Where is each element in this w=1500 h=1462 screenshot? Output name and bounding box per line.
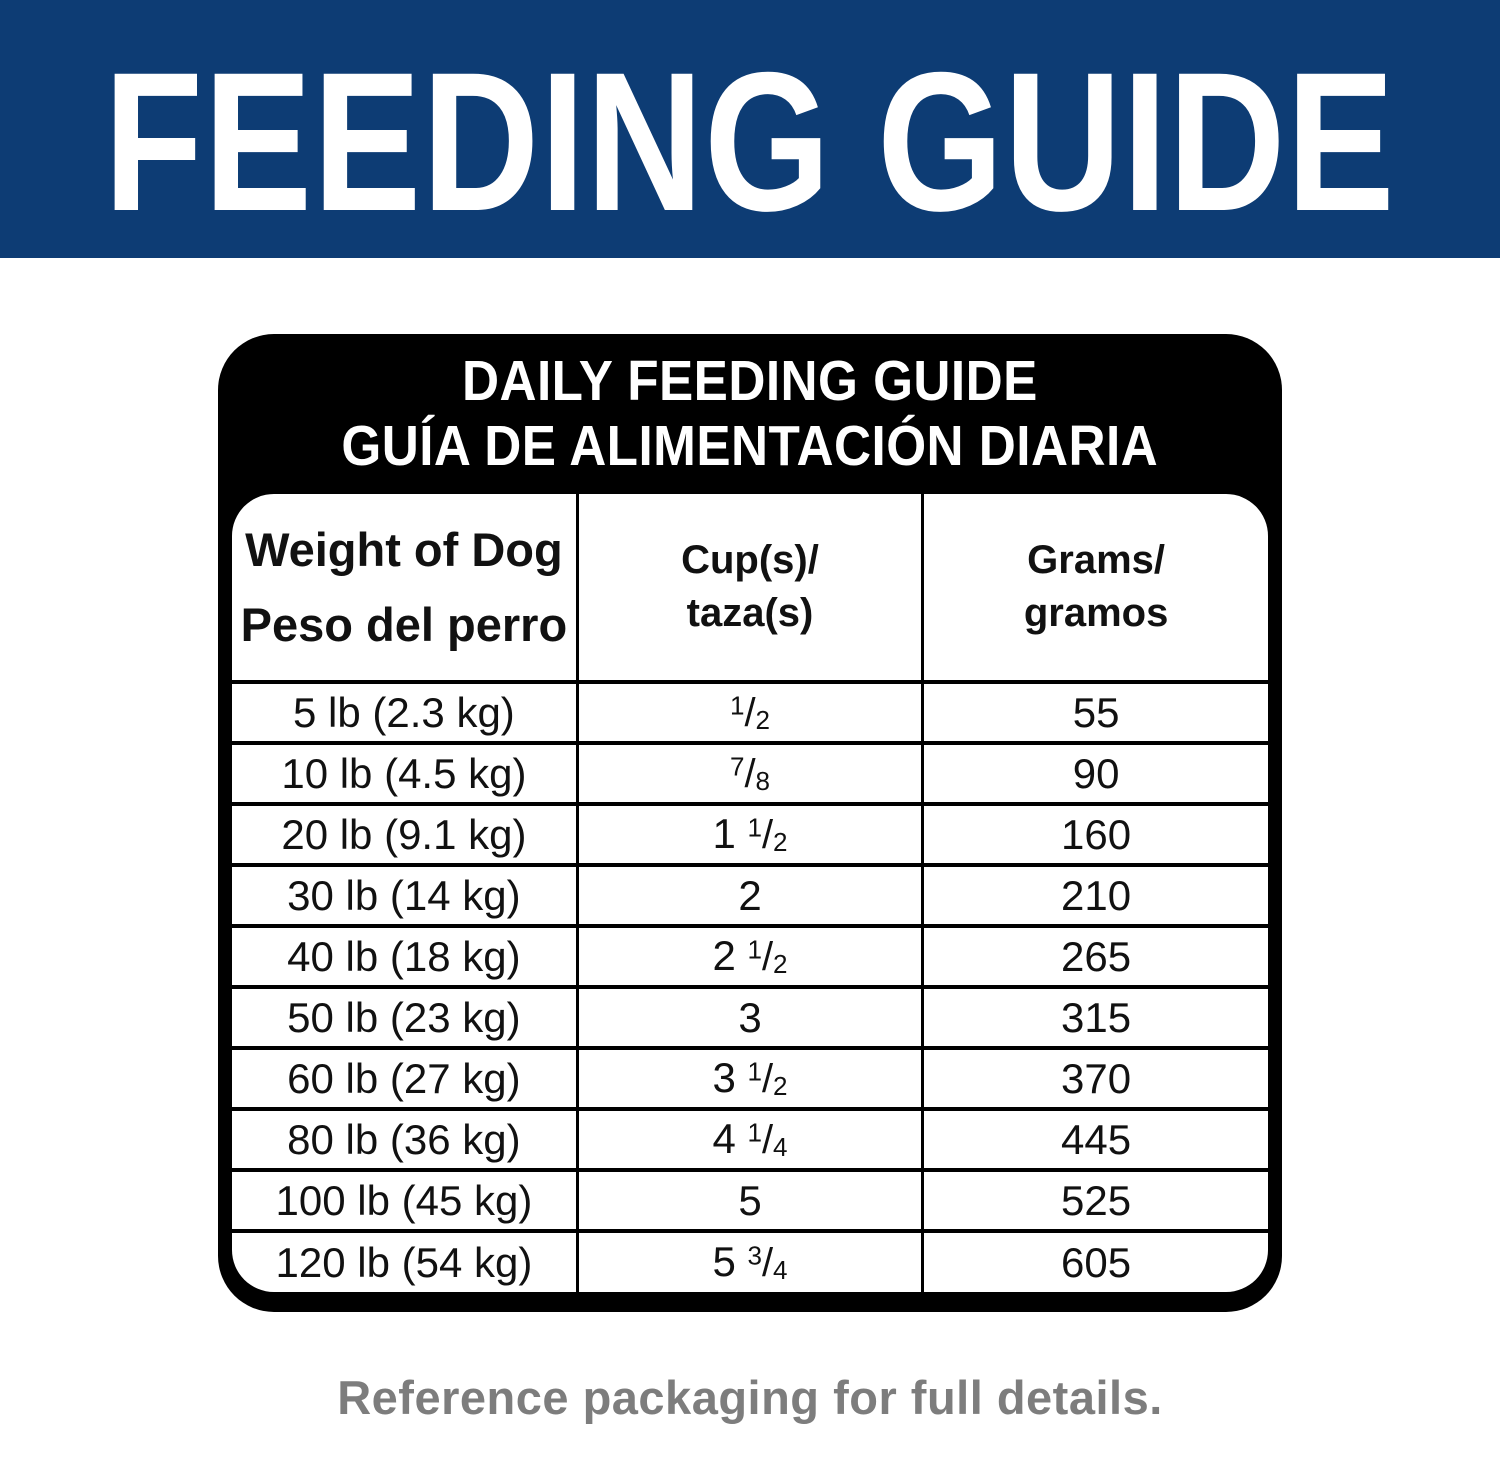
grams-cell: 445	[923, 1109, 1268, 1170]
card-title-english: DAILY FEEDING GUIDE	[462, 349, 1038, 413]
fraction: $^1$/2	[729, 690, 771, 736]
cups-cell: 4 $^1$/4	[577, 1109, 922, 1170]
cups-cell: 1 $^1$/2	[577, 804, 922, 865]
cups-cell	[577, 682, 922, 743]
card-title-spanish: GUÍA DE ALIMENTACIÓN DIARIA	[341, 414, 1159, 478]
cups-cell: 3	[577, 987, 922, 1048]
col-header-weight-es: Peso del perro	[240, 598, 568, 651]
fraction: $^1$/2	[747, 812, 788, 858]
col-header-cups-en: Cup(s)/	[681, 538, 819, 583]
table-row	[232, 1109, 1268, 1170]
weight-cell: 40 lb (18 kg)	[232, 926, 577, 987]
grams-cell: 210	[923, 865, 1268, 926]
daily-feeding-guide-card	[218, 334, 1282, 1312]
weight-cell: 20 lb (9.1 kg)	[232, 804, 577, 865]
table-row	[232, 804, 1268, 865]
table-row	[232, 865, 1268, 926]
header-row	[232, 494, 1268, 682]
table-row	[232, 1048, 1268, 1109]
table-row	[232, 926, 1268, 987]
table-row	[232, 682, 1268, 743]
col-header-cups-es: taza(s)	[686, 591, 814, 635]
col-header-weight-en: Weight of Dog	[245, 522, 563, 576]
grams-cell: 265	[923, 926, 1268, 987]
col-header-cups	[577, 494, 922, 682]
grams-cell: 90	[923, 743, 1268, 804]
col-header-grams	[923, 494, 1268, 682]
grams-cell: 315	[923, 987, 1268, 1048]
col-header-weight	[232, 494, 577, 682]
weight-cell: 30 lb (14 kg)	[232, 865, 577, 926]
fraction: $^3$/4	[747, 1240, 788, 1286]
table-row	[232, 987, 1268, 1048]
cups-cell: 5 $^3$/4	[577, 1231, 922, 1292]
grams-cell: 160	[923, 804, 1268, 865]
weight-cell: 80 lb (36 kg)	[232, 1109, 577, 1170]
weight-cell: 5 lb (2.3 kg)	[232, 682, 577, 743]
card-header	[232, 334, 1268, 494]
cups-cell: 2 $^1$/2	[577, 926, 922, 987]
grams-cell: 370	[923, 1048, 1268, 1109]
table-row	[232, 1170, 1268, 1231]
fraction: $^1$/2	[747, 1056, 788, 1102]
col-header-grams-es: gramos	[1023, 591, 1169, 635]
grams-cell: 525	[923, 1170, 1268, 1231]
fraction: $^1$/4	[747, 1117, 788, 1163]
grams-cell: 55	[923, 682, 1268, 743]
feeding-table-body	[232, 682, 1268, 1292]
weight-cell: 100 lb (45 kg)	[232, 1170, 577, 1231]
table-row	[232, 1231, 1268, 1292]
cups-cell: 2	[577, 865, 922, 926]
col-header-grams-en: Grams/	[1027, 538, 1165, 583]
feeding-table-container	[232, 494, 1268, 1292]
banner-title: FEEDING GUIDE	[104, 31, 1396, 252]
cups-cell	[577, 743, 922, 804]
cups-cell: 5	[577, 1170, 922, 1231]
table-row	[232, 743, 1268, 804]
weight-cell: 60 lb (27 kg)	[232, 1048, 577, 1109]
feeding-table-head	[232, 494, 1268, 682]
weight-cell: 50 lb (23 kg)	[232, 987, 577, 1048]
fraction: $^7$/8	[729, 751, 771, 797]
weight-cell: 10 lb (4.5 kg)	[232, 743, 577, 804]
weight-cell: 120 lb (54 kg)	[232, 1231, 577, 1292]
grams-cell: 605	[923, 1231, 1268, 1292]
cups-cell: 3 $^1$/2	[577, 1048, 922, 1109]
footer-note: Reference packaging for full details.	[337, 1371, 1163, 1424]
feeding-table	[232, 494, 1268, 1292]
feeding-guide-banner	[0, 0, 1500, 258]
fraction: $^1$/2	[747, 934, 788, 980]
